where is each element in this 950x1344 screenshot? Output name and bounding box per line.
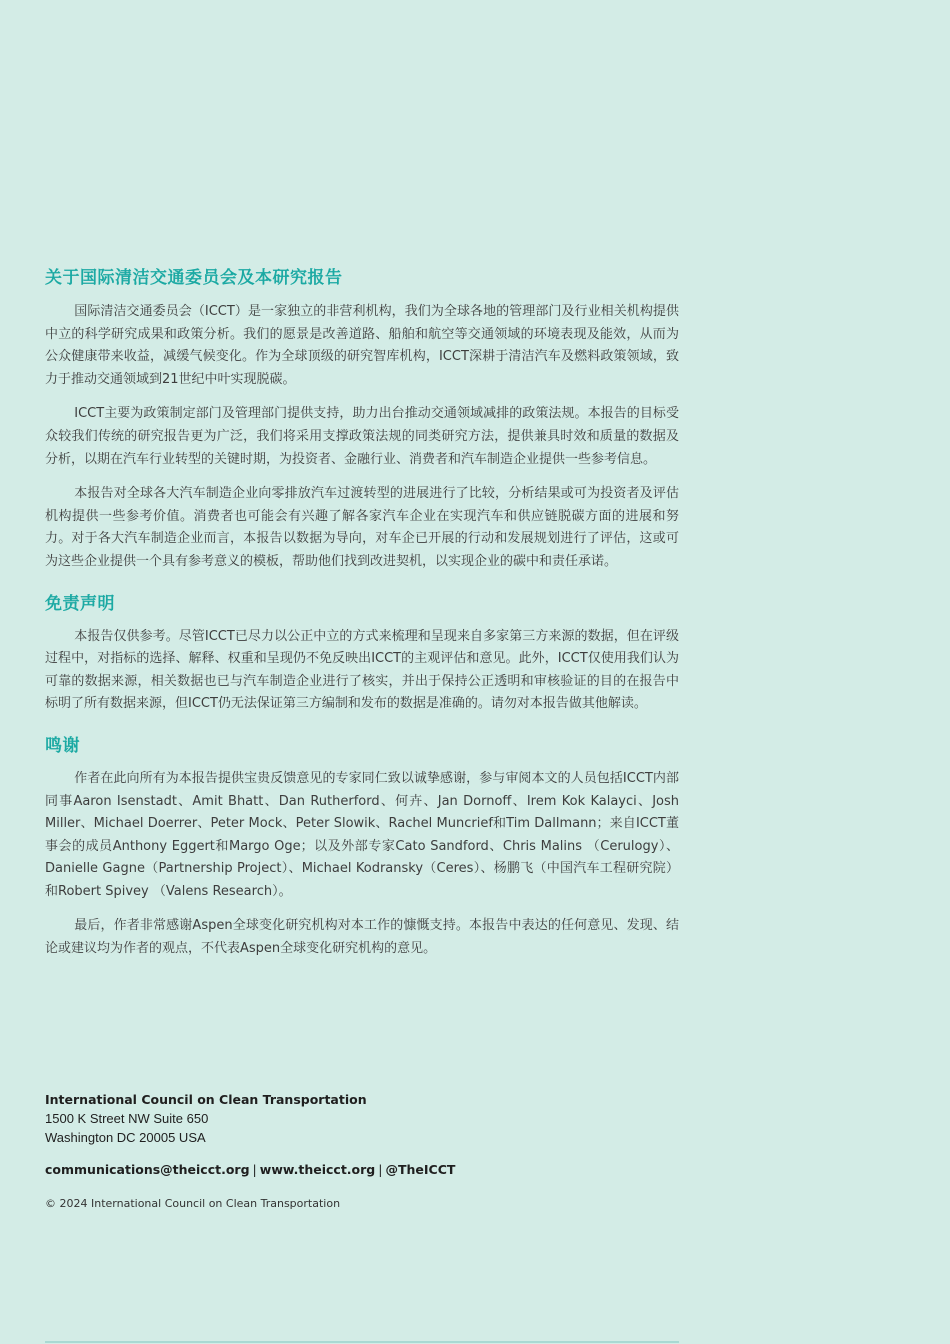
organization-name: International Council on Clean Transportation (45, 1092, 367, 1107)
email-link[interactable]: communications@theicct.org (45, 1162, 250, 1177)
contact-links (45, 1162, 455, 1177)
acknowledgments-heading: 鸣谢 (45, 735, 80, 756)
link-separator: | (378, 1162, 383, 1177)
about-section (45, 266, 679, 574)
about-paragraph-1: 国际清洁交通委员会（ICCT）是一家独立的非营利机构，我们为全球各地的管理部门及行业相关机构提供中立的科学研究成果和政策分析。我们的愿景是改善道路、船舶和航空等交通领域的环境表现及能效，从而为公众健康带来收益，减缓气候变化。作为全球顶级的研究智库机构，ICCT深耕于清洁汽车及燃料政策领域，致力于推动交通领域到21世纪中叶实现脱碳。 (45, 304, 679, 387)
disclaimer-paragraph: 本报告仅供参考。尽管ICCT已尽力以公正中立的方式来梳理和呈现来自多家第三方来源的数据，但在评级过程中，对指标的选择、解释、权重和呈现仍不免反映出ICCT的主观评估和意见。此外，ICCT仅使用我们认为可靠的数据来源，相关数据也已与汽车制造企业进行了核实，并出于保持公正透明和审核验证的目的在报告中标明了所有数据来源，但ICCT仍无法保证第三方编制和发布的数据是准确的。请勿对本报告做其他解读。 (45, 628, 679, 712)
acknowledgments-paragraph-2: 最后，作者非常感谢Aspen全球变化研究机构对本工作的慷慨支持。本报告中表达的任何意见、发现、结论或建议均为作者的观点，不代表Aspen全球变化研究机构的意见。 (45, 918, 679, 957)
disclaimer-heading: 免责声明 (45, 593, 115, 614)
copyright-notice: © 2024 International Council on Clean Transportation (45, 1197, 341, 1210)
acknowledgments-paragraph-1: 作者在此向所有为本报告提供宝贵反馈意见的专家同仁致以诚挚感谢，参与审阅本文的人员包括ICCT内部同事Aaron Isenstadt、Amit Bhatt、Dan Rutherford、何卉、Jan Dornoff、Irem Kok Kalayci、Josh Miller、Michael Doerrer、Peter Mock、Peter Slowik、Rachel Muncrief和Tim Dallmann；来自ICCT董事会的成员Anthony Eggert和Margo Oge；以及外部专家Cato Sandford、Chris Malins （Cerulogy）、Danielle Gagne（Partnership Project）、Michael Kodransky（Ceres）、杨鹏飞（中国汽车工程研究院）和Robert Spivey （Valens Research）。 (45, 770, 679, 899)
about-paragraph-2: ICCT主要为政策制定部门及管理部门提供支持，助力出台推动交通领域减排的政策法规。本报告的目标受众较我们传统的研究报告更为广泛，我们将采用支撑政策法规的同类研究方法，提供兼具时效和质量的数据及分析，以期在汽车行业转型的关键时期，为投资者、金融行业、消费者和汽车制造企业提供一些参考信息。 (45, 406, 679, 467)
address-line-2: Washington DC 20005 USA (45, 1130, 206, 1145)
about-heading: 关于国际清洁交通委员会及本研究报告 (45, 268, 343, 288)
disclaimer-section (45, 592, 679, 716)
acknowledgments-section (45, 734, 679, 961)
social-handle-link[interactable]: @TheICCT (385, 1162, 456, 1177)
link-separator: | (252, 1162, 257, 1177)
contact-block (45, 1090, 685, 1147)
website-link[interactable]: www.theicct.org (259, 1162, 376, 1177)
address-line-1: 1500 K Street NW Suite 650 (45, 1111, 209, 1126)
about-paragraph-3: 本报告对全球各大汽车制造企业向零排放汽车过渡转型的进展进行了比较，分析结果或可为投资者及评估机构提供一些参考价值。消费者也可能会有兴趣了解各家汽车企业在实现汽车和供应链脱碳方面的进展和努力。对于各大汽车制造企业而言，本报告以数据为导向，对车企已开展的行动和发展规划进行了评估，这或可为这些企业提供一个具有参考意义的模板，帮助他们找到改进契机，以实现企业的碳中和责任承诺。 (45, 486, 679, 569)
bottom-divider (45, 1341, 679, 1343)
report-front-matter (45, 266, 679, 973)
